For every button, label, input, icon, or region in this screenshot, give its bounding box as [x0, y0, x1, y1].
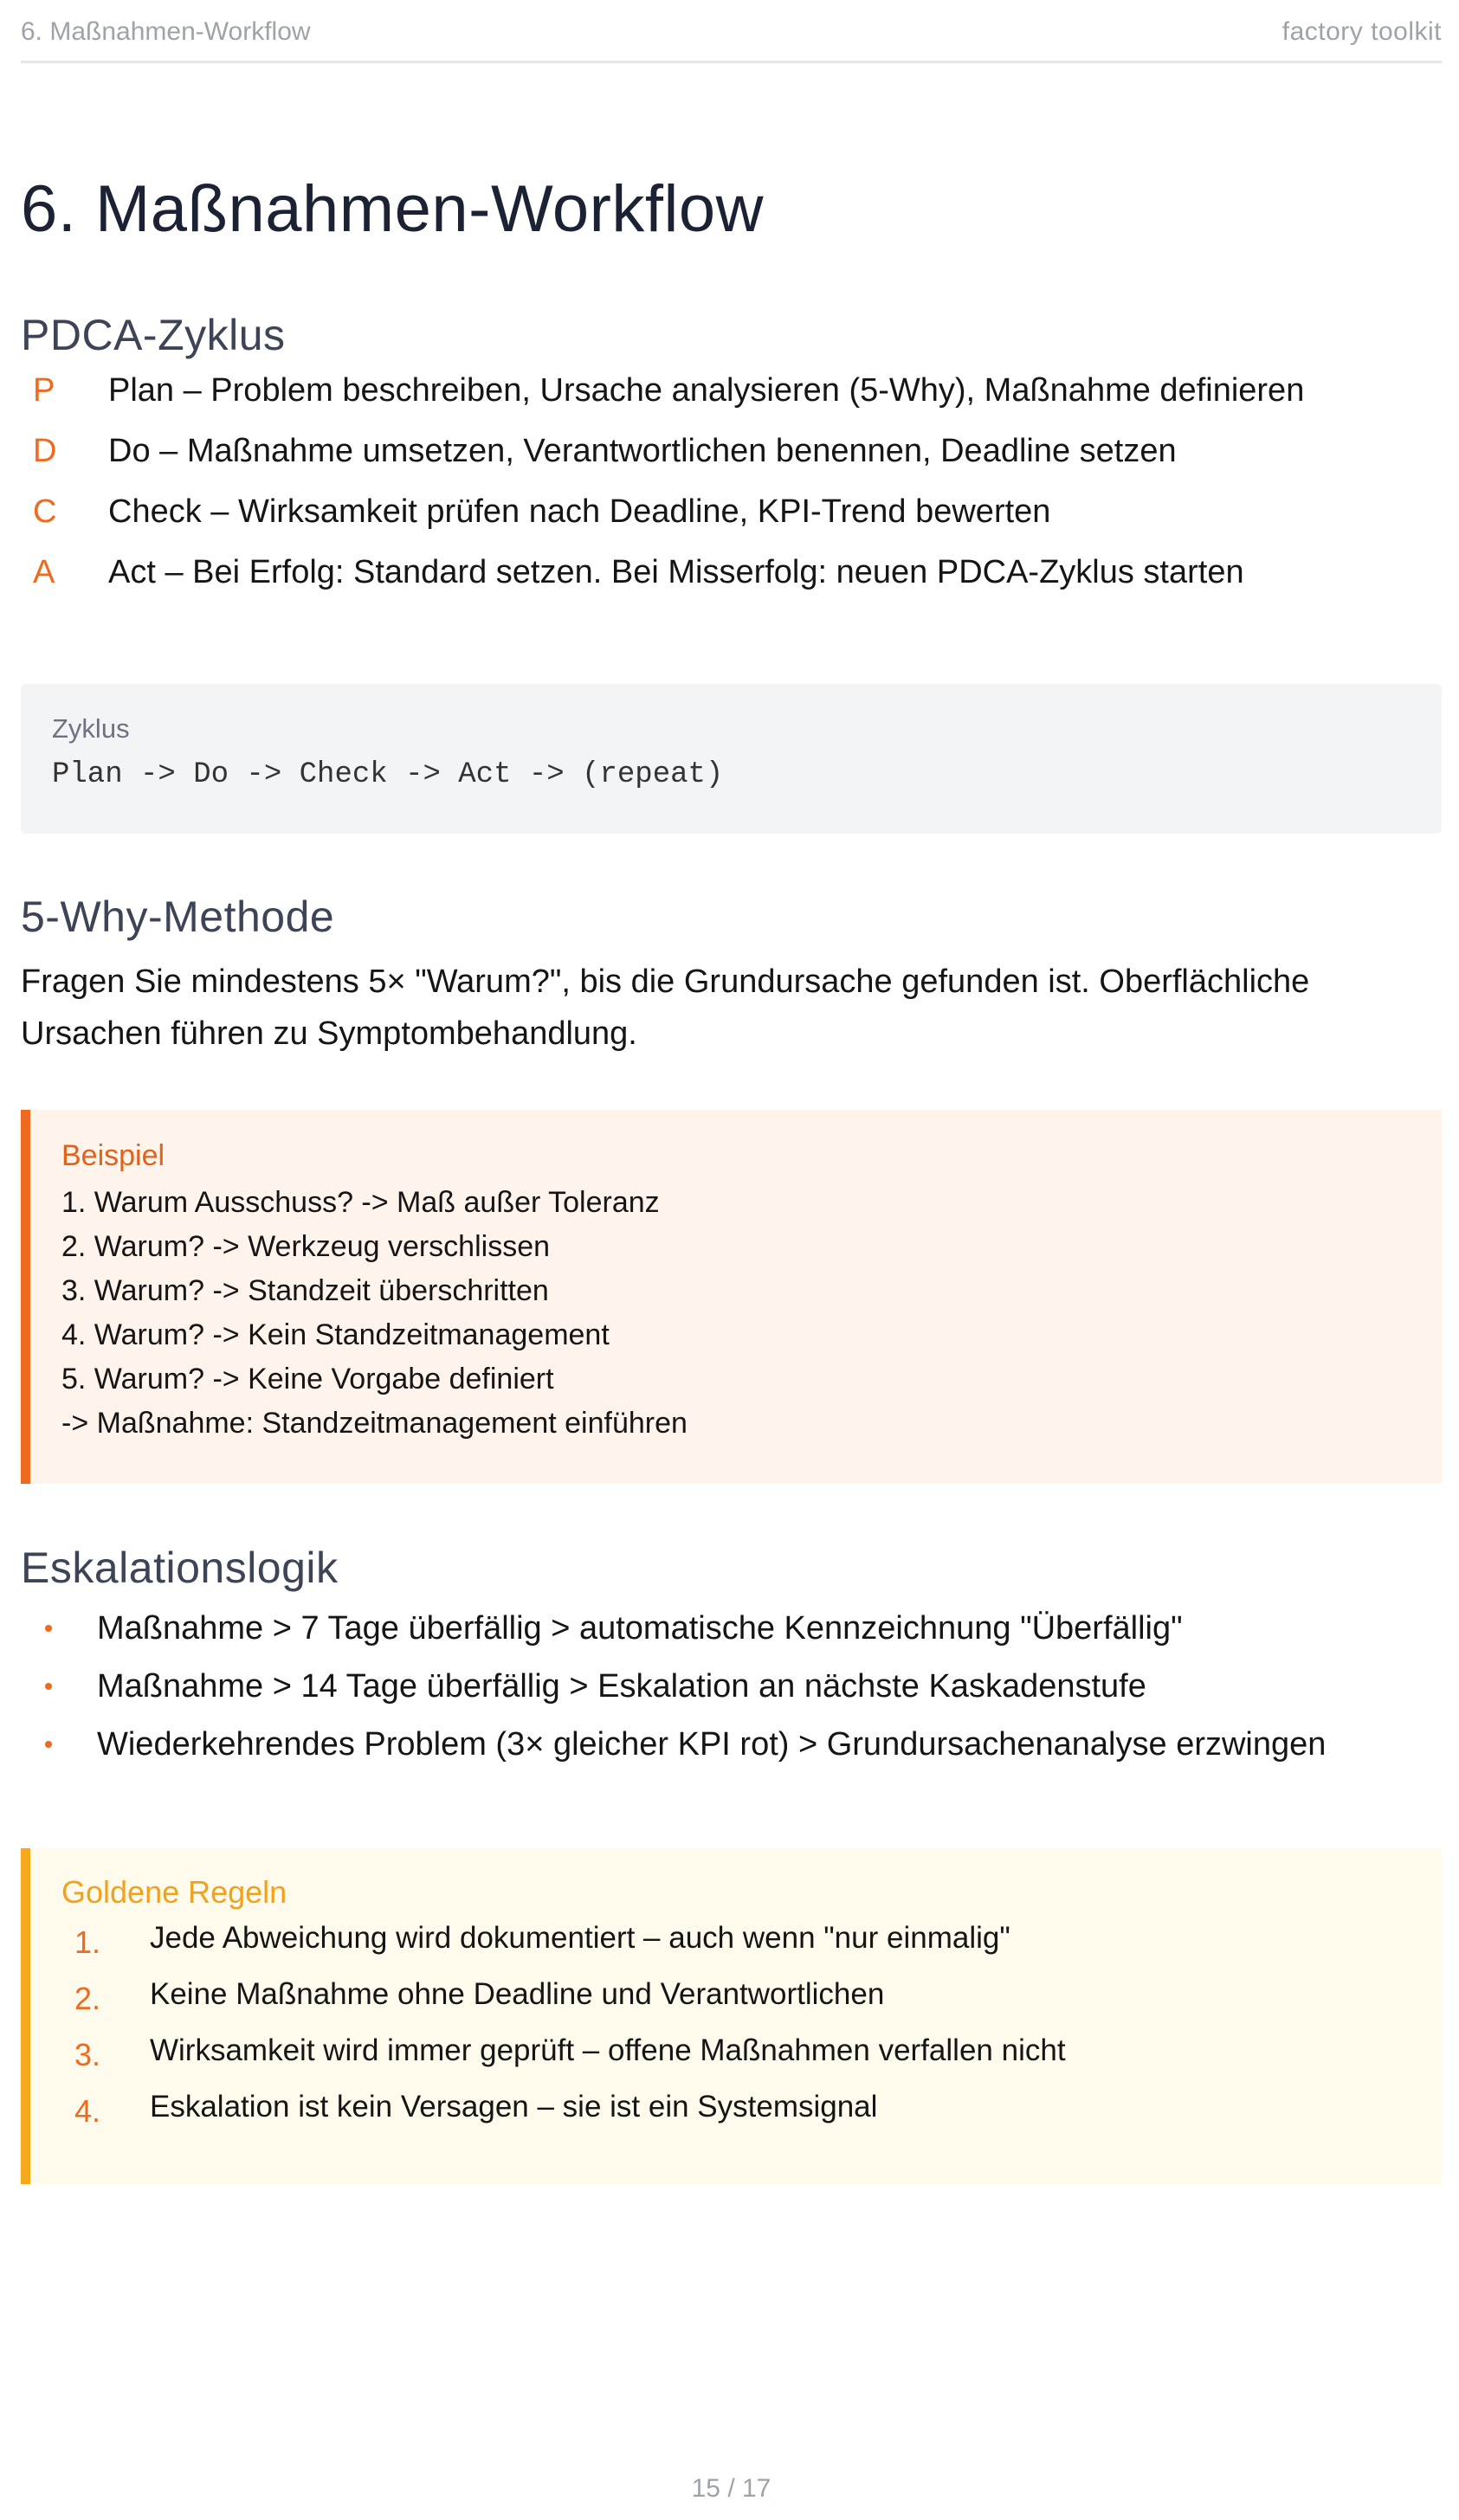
pdca-letter: C [33, 493, 57, 530]
pdca-text: Plan – Problem beschreiben, Ursache analysieren (5-Why), Maßnahme definieren [108, 372, 1305, 409]
golden-rules-callout [21, 1848, 1442, 2184]
page-title: 6. Maßnahmen-Workflow [21, 172, 765, 246]
code-block-content: Plan -> Do -> Check -> Act -> (repeat) [52, 758, 724, 791]
header-brand: factory toolkit [1281, 17, 1442, 46]
bullet-icon [45, 1683, 52, 1690]
escalation-list [21, 1610, 1442, 1784]
example-lines [61, 1181, 688, 1446]
golden-rules-title: Goldene Regeln [61, 1874, 287, 1910]
five-why-heading: 5-Why-Methode [21, 893, 335, 941]
rule-number: 3. [74, 2037, 101, 2072]
list-item [21, 1726, 1442, 1784]
pdca-list [21, 372, 1442, 615]
pdca-heading: PDCA-Zyklus [21, 311, 286, 359]
rule-number: 2. [74, 1981, 101, 2016]
list-item-text: Maßnahme > 14 Tage überfällig > Eskalation an nächste Kaskadenstufe [97, 1668, 1146, 1705]
page-number: 15 / 17 [691, 2474, 771, 2503]
example-line: 2. Warum? -> Werkzeug verschlissen [61, 1230, 551, 1263]
example-title: Beispiel [61, 1139, 165, 1172]
pdca-letter: P [33, 372, 55, 409]
pdca-item-plan [21, 372, 1442, 433]
pdca-letter: A [33, 554, 55, 590]
bullet-icon [45, 1625, 52, 1632]
rule-text: Jede Abweichung wird dokumentiert – auch wenn "nur einmalig" [150, 1921, 1010, 1955]
pdca-item-act [21, 554, 1442, 615]
pdca-text: Check – Wirksamkeit prüfen nach Deadline, KPI-Trend bewerten [108, 493, 1051, 530]
callout-accent-bar [21, 1110, 30, 1484]
rule-text: Wirksamkeit wird immer geprüft – offene Maßnahmen verfallen nicht [150, 2033, 1066, 2067]
paragraph-line: Ursachen führen zu Symptombehandlung. [21, 1015, 637, 1052]
list-item-text: Wiederkehrendes Problem (3× gleicher KPI rot) > Grundursachenanalyse erzwingen [97, 1726, 1327, 1763]
pdca-text: Act – Bei Erfolg: Standard setzen. Bei Misserfolg: neuen PDCA-Zyklus starten [108, 554, 1244, 590]
example-line: -> Maßnahme: Standzeitmanagement einführen [61, 1407, 688, 1440]
example-line: 1. Warum Ausschuss? -> Maß außer Toleranz [61, 1186, 660, 1219]
pdca-letter: D [33, 433, 57, 469]
five-why-paragraph [21, 956, 1442, 1060]
pdca-item-check [21, 493, 1442, 554]
callout-accent-bar [21, 1848, 30, 2184]
running-header [21, 14, 1442, 63]
list-item [21, 1610, 1442, 1668]
list-item-text: Maßnahme > 7 Tage überfällig > automatische Kennzeichnung "Überfällig" [97, 1610, 1183, 1647]
example-line: 5. Warum? -> Keine Vorgabe definiert [61, 1363, 554, 1395]
pdca-item-do [21, 433, 1442, 493]
cycle-code-block [21, 684, 1442, 834]
rule-text: Eskalation ist kein Versagen – sie ist ein Systemsignal [150, 2090, 878, 2124]
pdca-text: Do – Maßnahme umsetzen, Verantwortlichen benennen, Deadline setzen [108, 433, 1177, 469]
example-callout [21, 1110, 1442, 1484]
example-line: 4. Warum? -> Kein Standzeitmanagement [61, 1318, 610, 1351]
rule-text: Keine Maßnahme ohne Deadline und Verantwortlichen [150, 1977, 885, 2011]
paragraph-line: Fragen Sie mindestens 5× "Warum?", bis die Grundursache gefunden ist. Oberflächliche [21, 964, 1310, 1000]
code-block-label: Zyklus [52, 713, 130, 744]
list-item [21, 1668, 1442, 1726]
rule-number: 4. [74, 2093, 101, 2129]
escalation-heading: Eskalationslogik [21, 1544, 339, 1592]
rule-number: 1. [74, 1924, 101, 1960]
header-section-title: 6. Maßnahmen-Workflow [21, 17, 311, 46]
bullet-icon [45, 1741, 52, 1748]
example-line: 3. Warum? -> Standzeit überschritten [61, 1274, 549, 1307]
